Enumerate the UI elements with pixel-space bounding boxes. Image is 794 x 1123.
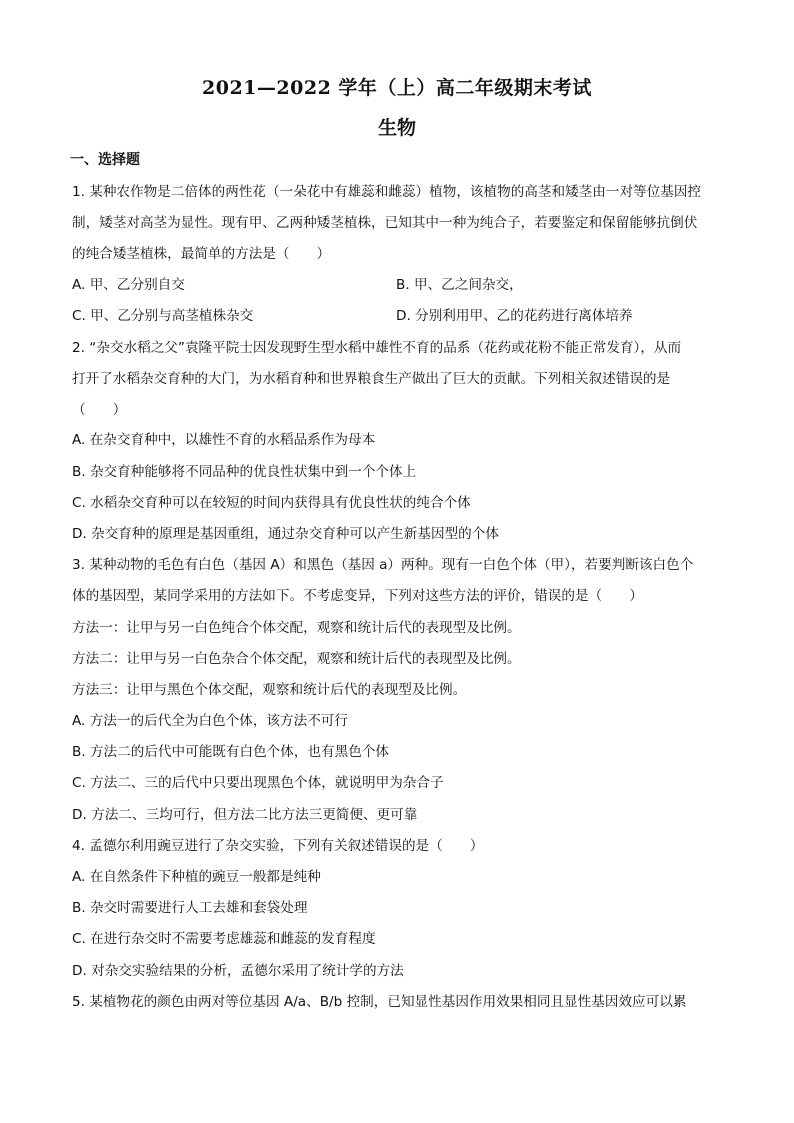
- q1-option-b: B. 甲、乙之间杂交，: [396, 277, 523, 293]
- q1-stem-line2: 制，矮茎对高茎为显性。现有甲、乙两种矮茎植株，已知其中一种为纯合子，若要鉴定和保留能够抗倒伏: [72, 215, 698, 231]
- q1-stem-line3: 的纯合矮茎植株，最简单的方法是（ ）: [72, 246, 331, 262]
- q4-option-a: A. 在自然条件下种植的豌豆一般都是纯种: [72, 869, 321, 885]
- q2-option-a: A. 在杂交育种中，以雄性不育的水稻品系作为母本: [72, 432, 376, 448]
- q3-option-d: D. 方法二、三均可行，但方法二比方法三更简便、更可靠: [72, 807, 418, 823]
- q1-stem-line1: 1. 某种农作物是二倍体的两性花（一朵花中有雄蕊和雌蕊）植物，该植物的高茎和矮茎由一对等位基因控: [72, 184, 702, 200]
- q4-option-d: D. 对杂交实验结果的分析，孟德尔采用了统计学的方法: [72, 963, 404, 979]
- q3-option-b: B. 方法二的后代中可能既有白色个体，也有黑色个体: [72, 744, 390, 760]
- q2-option-d: D. 杂交育种的原理是基因重组，通过杂交育种可以产生新基因型的个体: [72, 526, 499, 542]
- q3-option-c: C. 方法二、三的后代中只要出现黑色个体，就说明甲为杂合子: [72, 775, 444, 791]
- q4-option-b: B. 杂交时需要进行人工去雄和套袋处理: [72, 900, 308, 916]
- section-heading: 一、选择题: [70, 152, 140, 168]
- q1-option-d: D. 分别利用甲、乙的花药进行离体培养: [396, 308, 633, 324]
- q2-option-b: B. 杂交育种能够将不同品种的优良性状集中到一个个体上: [72, 464, 417, 480]
- q2-option-c: C. 水稻杂交育种可以在较短的时间内获得具有优良性状的纯合个体: [72, 495, 471, 511]
- exam-title: 2021—2022 学年（上）高二年级期末考试: [202, 77, 592, 99]
- q1-option-a: A. 甲、乙分别自交: [72, 277, 185, 293]
- q3-stem-line1: 3. 某种动物的毛色有白色（基因 A）和黑色（基因 a）两种。现有一白色个体（甲），若要判断该白色个: [72, 557, 694, 573]
- q5-stem-line1: 5. 某植物花的颜色由两对等位基因 A/a、B/b 控制，已知显性基因作用效果相同且显性基因效应可以累: [72, 994, 687, 1010]
- q1-option-c: C. 甲、乙分别与高茎植株杂交: [72, 308, 254, 324]
- q3-stem-line2: 体的基因型，某同学采用的方法如下。不考虑变异，下列对这些方法的评价，错误的是（ ）: [72, 588, 643, 604]
- q2-stem-line2: 打开了水稻杂交育种的大门，为水稻育种和世界粮食生产做出了巨大的贡献。下列相关叙述错误的是: [72, 371, 671, 387]
- q3-option-a: A. 方法一的后代全为白色个体，该方法不可行: [72, 713, 348, 729]
- q4-stem-line1: 4. 孟德尔利用豌豆进行了杂交实验，下列有关叙述错误的是（ ）: [72, 838, 484, 854]
- q2-stem-line1: 2. “杂交水稻之父”袁隆平院士因发现野生型水稻中雄性不育的品系（花药或花粉不能正常发育），从而: [72, 340, 682, 356]
- q2-stem-line3: （ ）: [72, 402, 127, 418]
- subject-title: 生物: [377, 117, 416, 139]
- q3-method-1: 方法一：让甲与另一白色纯合个体交配，观察和统计后代的表现型及比例。: [72, 620, 521, 636]
- q3-method-3: 方法三：让甲与黑色个体交配，观察和统计后代的表现型及比例。: [72, 682, 467, 698]
- q3-method-2: 方法二：让甲与另一白色杂合个体交配，观察和统计后代的表现型及比例。: [72, 651, 521, 667]
- q4-option-c: C. 在进行杂交时不需要考虑雄蕊和雌蕊的发育程度: [72, 931, 376, 947]
